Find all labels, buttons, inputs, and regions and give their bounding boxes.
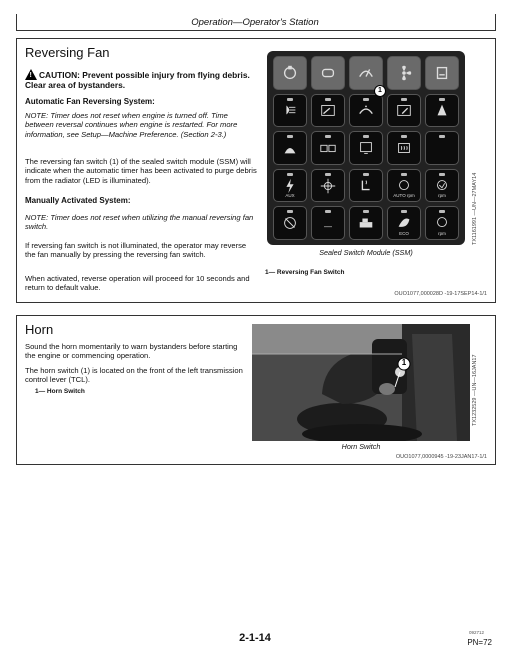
- ssm-key-rear-light: [425, 94, 459, 128]
- doc-reference: OUO1077,000028D -19-17SEP14-1/1: [394, 291, 487, 297]
- ssm-key-ride-control: [349, 206, 383, 240]
- ssm-key-hazard: [311, 56, 345, 90]
- ssm-key-mirror-heat: [349, 131, 383, 165]
- ssm-key-aux: AUX: [273, 169, 307, 203]
- ssm-key-defrost: [311, 131, 345, 165]
- page-number: 2-1-14: [239, 632, 271, 644]
- doc-reference: OUO1077,0000945 -19-23JAN17-1/1: [395, 454, 487, 460]
- ssm-key-blank-2: —: [311, 206, 345, 240]
- ssm-key-eco: ECO: [387, 206, 421, 240]
- paragraph-manual-reverse: If reversing fan switch is not illuminated, the operator may reverse the fan manually by pressing the reversing fan switch.: [25, 241, 247, 260]
- reversing-fan-section: [16, 38, 496, 303]
- ssm-key-rpm: rpm: [425, 169, 459, 203]
- ssm-key-beacon: [273, 131, 307, 165]
- ssm-key-seat-heat: [349, 169, 383, 203]
- ssm-key-reversing-fan: [387, 56, 421, 90]
- ssm-key-washer: [349, 94, 383, 128]
- figure-key: 1— Horn Switch: [35, 388, 85, 395]
- ssm-key-rear-defrost: [387, 131, 421, 165]
- ssm-key-rear-wiper: [387, 94, 421, 128]
- figure-caption: Sealed Switch Module (SSM): [319, 248, 413, 257]
- section-title: Reversing Fan: [25, 45, 110, 60]
- paragraph-horn-warning: Sound the horn momentarily to warn bystanders before starting the engine or commencing operation.: [25, 342, 238, 361]
- note-manual: NOTE: Timer does not reset when utilizing the manual reversing fan switch.: [25, 213, 254, 232]
- paragraph-horn-location: The horn switch (1) is located on the front of the left transmission control lever (TCL).: [25, 366, 243, 385]
- ssm-key-work-light: [273, 94, 307, 128]
- figure-code: TX1161991 —UN—27MAY14: [472, 172, 478, 245]
- caution-block: [25, 69, 255, 90]
- figure-code: TX1232529 —UN—16JAN17: [472, 354, 478, 426]
- page-header-title: Operation—Operator's Station: [191, 17, 319, 28]
- auto-heading: Automatic Fan Reversing System:: [25, 97, 155, 106]
- pn-label: PN=72: [467, 638, 492, 647]
- callout-marker: 1: [401, 358, 407, 367]
- sealed-switch-module-image: [267, 51, 465, 245]
- ssm-key-rpm-down: rpm: [425, 206, 459, 240]
- header-rule: [16, 30, 496, 31]
- ssm-key-fan-off: [273, 206, 307, 240]
- horn-switch-photo: [252, 324, 470, 441]
- ssm-key-engine: [273, 56, 307, 90]
- figure-caption: Horn Switch: [341, 442, 381, 451]
- caution-text: CAUTION: Prevent possible injury from flying debris. Clear area of bystanders.: [25, 70, 250, 90]
- date-code: 092712: [468, 630, 484, 635]
- ssm-key-seat: [425, 56, 459, 90]
- warning-icon: [25, 69, 37, 80]
- horn-section: [16, 315, 496, 465]
- ssm-key-auto-rpm: AUTO rpm: [387, 169, 421, 203]
- callout-marker: 1: [374, 85, 386, 97]
- note-timer-reset: NOTE: Timer does not reset when engine is turned off. Time between reversal continues when engine is restarted. For more information, see Setup—Machine Preference. (Section 2-3.): [25, 111, 238, 139]
- paragraph-duration: When activated, reverse operation will proceed for 10 seconds and return to default value.: [25, 274, 250, 293]
- manual-heading: Manually Activated System:: [25, 196, 131, 205]
- paragraph-ssm-indicator: The reversing fan switch (1) of the sealed switch module (SSM) will indicate when the automatic timer has been activated to purge debris from the radiator (LED is illuminated).: [25, 157, 257, 185]
- ssm-key-front-wiper: [311, 94, 345, 128]
- ssm-key-ac: [311, 169, 345, 203]
- figure-key: 1— Reversing Fan Switch: [265, 269, 345, 276]
- ssm-key-blank-1: [425, 131, 459, 165]
- section-title: Horn: [25, 322, 54, 337]
